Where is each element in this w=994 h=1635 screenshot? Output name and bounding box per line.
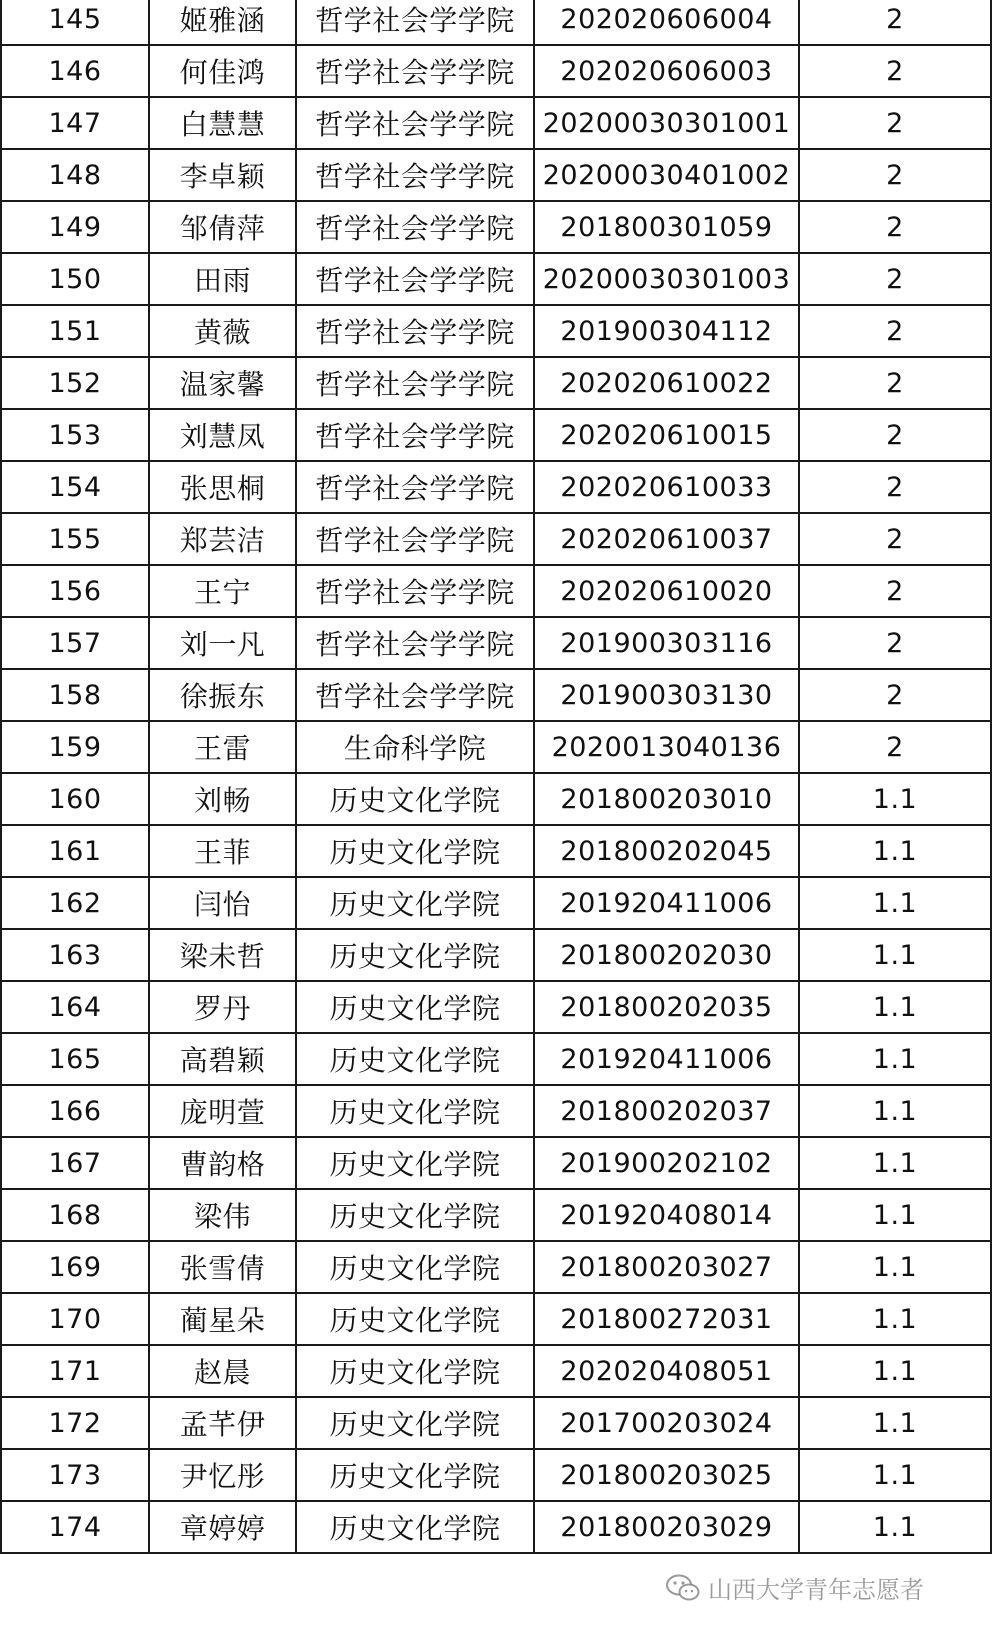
college-cell: 哲学社会学学院 xyxy=(296,669,534,721)
row-number-cell: 162 xyxy=(1,877,149,929)
student-id-cell: 201800203010 xyxy=(534,773,799,825)
student-id-cell: 201900303116 xyxy=(534,617,799,669)
student-id-cell: 202020606004 xyxy=(534,0,799,45)
table-row xyxy=(1,981,991,1033)
row-number-cell: 152 xyxy=(1,357,149,409)
college-cell: 哲学社会学学院 xyxy=(296,409,534,461)
score-cell: 1.1 xyxy=(799,1137,991,1189)
score-cell: 2 xyxy=(799,0,991,45)
score-cell: 1.1 xyxy=(799,877,991,929)
row-number-cell: 154 xyxy=(1,461,149,513)
college-cell: 历史文化学院 xyxy=(296,1137,534,1189)
student-id-cell: 202020610020 xyxy=(534,565,799,617)
score-cell: 2 xyxy=(799,409,991,461)
table-row xyxy=(1,0,991,45)
college-cell: 哲学社会学学院 xyxy=(296,97,534,149)
table-row xyxy=(1,1241,991,1293)
table-row xyxy=(1,513,991,565)
roster-table-body xyxy=(1,0,991,1553)
table-row xyxy=(1,1137,991,1189)
row-number-cell: 174 xyxy=(1,1501,149,1553)
student-name-cell: 张雪倩 xyxy=(149,1241,296,1293)
college-cell: 历史文化学院 xyxy=(296,1189,534,1241)
score-cell: 1.1 xyxy=(799,1449,991,1501)
student-name-cell: 黄薇 xyxy=(149,305,296,357)
row-number-cell: 173 xyxy=(1,1449,149,1501)
row-number-cell: 172 xyxy=(1,1397,149,1449)
student-name-cell: 李卓颖 xyxy=(149,149,296,201)
score-cell: 2 xyxy=(799,45,991,97)
row-number-cell: 171 xyxy=(1,1345,149,1397)
row-number-cell: 146 xyxy=(1,45,149,97)
score-cell: 1.1 xyxy=(799,1241,991,1293)
college-cell: 历史文化学院 xyxy=(296,825,534,877)
college-cell: 历史文化学院 xyxy=(296,1241,534,1293)
score-cell: 2 xyxy=(799,617,991,669)
student-name-cell: 姬雅涵 xyxy=(149,0,296,45)
student-name-cell: 刘一凡 xyxy=(149,617,296,669)
student-id-cell: 202020610033 xyxy=(534,461,799,513)
student-name-cell: 徐振东 xyxy=(149,669,296,721)
student-id-cell: 201800272031 xyxy=(534,1293,799,1345)
student-id-cell: 2020013040136 xyxy=(534,721,799,773)
student-name-cell: 章婷婷 xyxy=(149,1501,296,1553)
table-row xyxy=(1,929,991,981)
college-cell: 历史文化学院 xyxy=(296,981,534,1033)
student-name-cell: 王菲 xyxy=(149,825,296,877)
student-name-cell: 王宁 xyxy=(149,565,296,617)
student-name-cell: 张思桐 xyxy=(149,461,296,513)
student-id-cell: 201800203027 xyxy=(534,1241,799,1293)
row-number-cell: 159 xyxy=(1,721,149,773)
row-number-cell: 161 xyxy=(1,825,149,877)
student-id-cell: 201920411006 xyxy=(534,1033,799,1085)
score-cell: 1.1 xyxy=(799,1293,991,1345)
row-number-cell: 168 xyxy=(1,1189,149,1241)
table-row xyxy=(1,1501,991,1553)
college-cell: 历史文化学院 xyxy=(296,1293,534,1345)
college-cell: 历史文化学院 xyxy=(296,1345,534,1397)
table-row xyxy=(1,669,991,721)
student-id-cell: 202020408051 xyxy=(534,1345,799,1397)
student-id-cell: 201800202045 xyxy=(534,825,799,877)
student-name-cell: 王雷 xyxy=(149,721,296,773)
college-cell: 历史文化学院 xyxy=(296,1397,534,1449)
score-cell: 2 xyxy=(799,201,991,253)
table-row xyxy=(1,1033,991,1085)
row-number-cell: 153 xyxy=(1,409,149,461)
student-name-cell: 田雨 xyxy=(149,253,296,305)
student-id-cell: 20200030301001 xyxy=(534,97,799,149)
college-cell: 历史文化学院 xyxy=(296,1085,534,1137)
college-cell: 哲学社会学学院 xyxy=(296,201,534,253)
student-id-cell: 201900303130 xyxy=(534,669,799,721)
college-cell: 哲学社会学学院 xyxy=(296,461,534,513)
student-name-cell: 闫怡 xyxy=(149,877,296,929)
table-row xyxy=(1,409,991,461)
student-name-cell: 尹忆彤 xyxy=(149,1449,296,1501)
row-number-cell: 160 xyxy=(1,773,149,825)
student-id-cell: 201800301059 xyxy=(534,201,799,253)
table-row xyxy=(1,45,991,97)
row-number-cell: 151 xyxy=(1,305,149,357)
table-row xyxy=(1,1449,991,1501)
college-cell: 历史文化学院 xyxy=(296,773,534,825)
student-id-cell: 20200030401002 xyxy=(534,149,799,201)
wechat-icon xyxy=(666,1574,700,1602)
student-id-cell: 202020610015 xyxy=(534,409,799,461)
table-row xyxy=(1,253,991,305)
student-id-cell: 201920408014 xyxy=(534,1189,799,1241)
college-cell: 历史文化学院 xyxy=(296,1449,534,1501)
college-cell: 历史文化学院 xyxy=(296,929,534,981)
college-cell: 历史文化学院 xyxy=(296,1033,534,1085)
row-number-cell: 170 xyxy=(1,1293,149,1345)
student-id-cell: 201800203029 xyxy=(534,1501,799,1553)
score-cell: 2 xyxy=(799,565,991,617)
row-number-cell: 145 xyxy=(1,0,149,45)
student-name-cell: 邹倩萍 xyxy=(149,201,296,253)
college-cell: 哲学社会学学院 xyxy=(296,565,534,617)
row-number-cell: 163 xyxy=(1,929,149,981)
student-name-cell: 温家馨 xyxy=(149,357,296,409)
student-id-cell: 201900304112 xyxy=(534,305,799,357)
student-name-cell: 孟芊伊 xyxy=(149,1397,296,1449)
row-number-cell: 165 xyxy=(1,1033,149,1085)
table-row xyxy=(1,825,991,877)
row-number-cell: 169 xyxy=(1,1241,149,1293)
table-row xyxy=(1,149,991,201)
college-cell: 历史文化学院 xyxy=(296,1501,534,1553)
table-row xyxy=(1,1293,991,1345)
table-row xyxy=(1,1085,991,1137)
table-row xyxy=(1,97,991,149)
college-cell: 历史文化学院 xyxy=(296,877,534,929)
college-cell: 哲学社会学学院 xyxy=(296,305,534,357)
row-number-cell: 150 xyxy=(1,253,149,305)
student-id-cell: 201800203025 xyxy=(534,1449,799,1501)
table-row xyxy=(1,877,991,929)
table-row xyxy=(1,1189,991,1241)
score-cell: 2 xyxy=(799,97,991,149)
row-number-cell: 164 xyxy=(1,981,149,1033)
student-name-cell: 赵晨 xyxy=(149,1345,296,1397)
student-name-cell: 高碧颖 xyxy=(149,1033,296,1085)
student-name-cell: 白慧慧 xyxy=(149,97,296,149)
student-name-cell: 何佳鸿 xyxy=(149,45,296,97)
college-cell: 生命科学院 xyxy=(296,721,534,773)
score-cell: 1.1 xyxy=(799,773,991,825)
score-cell: 2 xyxy=(799,669,991,721)
student-id-cell: 20200030301003 xyxy=(534,253,799,305)
score-cell: 2 xyxy=(799,461,991,513)
row-number-cell: 148 xyxy=(1,149,149,201)
college-cell: 哲学社会学学院 xyxy=(296,253,534,305)
student-name-cell: 刘畅 xyxy=(149,773,296,825)
student-name-cell: 梁伟 xyxy=(149,1189,296,1241)
row-number-cell: 156 xyxy=(1,565,149,617)
table-row xyxy=(1,565,991,617)
score-cell: 1.1 xyxy=(799,825,991,877)
table-row xyxy=(1,1345,991,1397)
row-number-cell: 155 xyxy=(1,513,149,565)
student-id-cell: 201800202030 xyxy=(534,929,799,981)
student-name-cell: 刘慧凤 xyxy=(149,409,296,461)
student-id-cell: 202020606003 xyxy=(534,45,799,97)
score-cell: 1.1 xyxy=(799,1397,991,1449)
table-row xyxy=(1,617,991,669)
college-cell: 哲学社会学学院 xyxy=(296,357,534,409)
score-cell: 2 xyxy=(799,721,991,773)
row-number-cell: 158 xyxy=(1,669,149,721)
college-cell: 哲学社会学学院 xyxy=(296,0,534,45)
student-id-cell: 201800202035 xyxy=(534,981,799,1033)
row-number-cell: 167 xyxy=(1,1137,149,1189)
student-name-cell: 罗丹 xyxy=(149,981,296,1033)
college-cell: 哲学社会学学院 xyxy=(296,45,534,97)
table-row xyxy=(1,201,991,253)
watermark-text: 山西大学青年志愿者 xyxy=(708,1576,924,1604)
score-cell: 2 xyxy=(799,149,991,201)
student-name-cell: 蔺星朵 xyxy=(149,1293,296,1345)
table-row xyxy=(1,721,991,773)
college-cell: 哲学社会学学院 xyxy=(296,617,534,669)
account-watermark xyxy=(666,1570,924,1605)
table-row xyxy=(1,357,991,409)
score-cell: 1.1 xyxy=(799,1501,991,1553)
student-name-cell: 郑芸洁 xyxy=(149,513,296,565)
student-name-cell: 曹韵格 xyxy=(149,1137,296,1189)
score-cell: 1.1 xyxy=(799,929,991,981)
score-cell: 2 xyxy=(799,357,991,409)
student-id-cell: 201800202037 xyxy=(534,1085,799,1137)
college-cell: 哲学社会学学院 xyxy=(296,513,534,565)
score-cell: 2 xyxy=(799,305,991,357)
student-id-cell: 201900202102 xyxy=(534,1137,799,1189)
row-number-cell: 147 xyxy=(1,97,149,149)
table-row xyxy=(1,461,991,513)
score-cell: 1.1 xyxy=(799,1345,991,1397)
student-name-cell: 庞明萱 xyxy=(149,1085,296,1137)
table-row xyxy=(1,773,991,825)
score-cell: 1.1 xyxy=(799,1033,991,1085)
row-number-cell: 157 xyxy=(1,617,149,669)
student-id-cell: 201700203024 xyxy=(534,1397,799,1449)
score-cell: 1.1 xyxy=(799,981,991,1033)
score-cell: 2 xyxy=(799,513,991,565)
row-number-cell: 166 xyxy=(1,1085,149,1137)
score-cell: 1.1 xyxy=(799,1189,991,1241)
student-id-cell: 202020610037 xyxy=(534,513,799,565)
college-cell: 哲学社会学学院 xyxy=(296,149,534,201)
score-cell: 1.1 xyxy=(799,1085,991,1137)
student-name-cell: 梁未哲 xyxy=(149,929,296,981)
table-row xyxy=(1,305,991,357)
score-cell: 2 xyxy=(799,253,991,305)
table-row xyxy=(1,1397,991,1449)
student-id-cell: 202020610022 xyxy=(534,357,799,409)
student-id-cell: 201920411006 xyxy=(534,877,799,929)
row-number-cell: 149 xyxy=(1,201,149,253)
